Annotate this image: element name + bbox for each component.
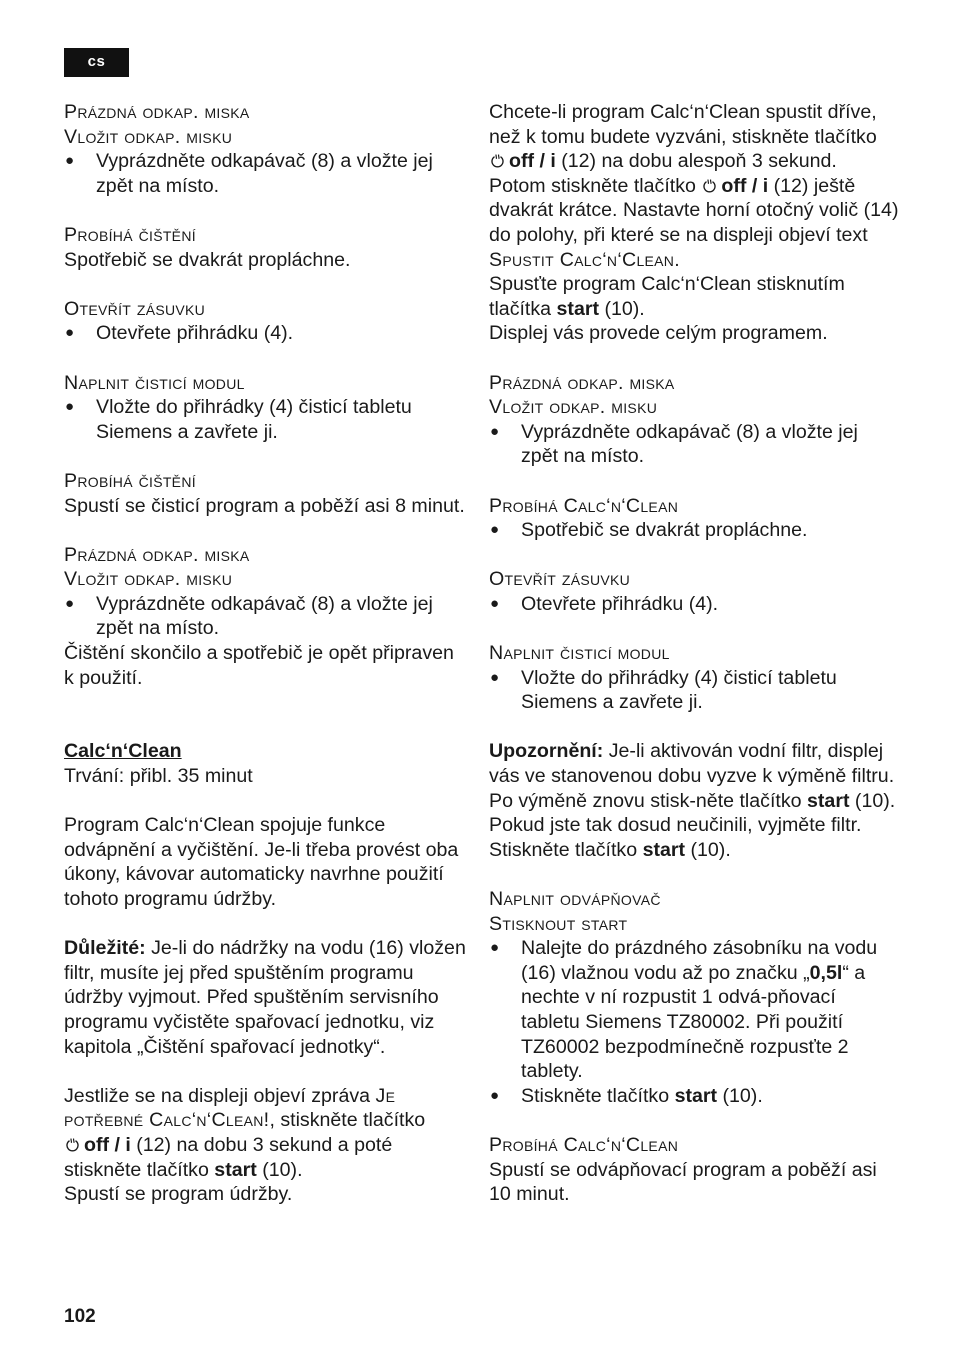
start-button-label: start bbox=[556, 297, 600, 320]
display-message: Otevřít zásuvku bbox=[64, 297, 206, 320]
start-button-label: start bbox=[642, 838, 686, 861]
text-run: (10). bbox=[685, 838, 731, 861]
power-steam-icon bbox=[701, 177, 718, 194]
display-message: Spustit Calc‘n‘Clean bbox=[489, 248, 675, 271]
notice-label: Upozornění: bbox=[489, 740, 604, 763]
display-message: Probíhá čištění bbox=[64, 223, 196, 246]
bullet-item bbox=[489, 1084, 899, 1109]
off-button-label: off / i bbox=[509, 150, 556, 173]
text-run: Jestliže se na displeji objeví zpráva bbox=[64, 1084, 376, 1107]
language-badge: cs bbox=[64, 48, 129, 77]
bullet-item: ● Vložte do přihrádky (4) čisticí tabletu Siemens a zavřete ji. bbox=[64, 395, 469, 444]
text-run: (10). Pokud jste tak dosud neučinili, vyjměte filtr. Stiskněte tlačítko bbox=[489, 789, 896, 861]
paragraph bbox=[489, 174, 899, 272]
text-run: “ a nechte v ní rozpustit 1 odvá-pňovací tabletu Siemens TZ80002. Při použití TZ60002 bezpodmínečně rozpusťte 2 tablety. bbox=[521, 961, 866, 1083]
display-message: Prázdná odkap. miska bbox=[64, 101, 250, 123]
right-column bbox=[489, 100, 899, 1207]
paragraph bbox=[489, 100, 899, 174]
off-button-label: off / i bbox=[84, 1133, 131, 1156]
display-message: Vložit odkap. misku bbox=[64, 568, 233, 591]
paragraph: Displej vás provede celým programem. bbox=[489, 322, 828, 345]
text-run: Nalejte do prázdného zásobníku na vodu (16) vlažnou vodu až po značku „ bbox=[521, 937, 878, 984]
text-run: , stiskněte tlačítko bbox=[269, 1109, 426, 1132]
notice-note bbox=[489, 739, 899, 862]
power-steam-icon bbox=[64, 1136, 81, 1153]
display-message: Naplnit odvápňovač bbox=[489, 888, 661, 910]
text-run: (10). bbox=[256, 1158, 303, 1181]
display-message: Naplnit čisticí modul bbox=[64, 371, 245, 394]
paragraph: Spustí se odvápňovací program a poběží asi 10 minut. bbox=[489, 1158, 877, 1206]
text-run: (10). bbox=[599, 297, 645, 320]
page-number: 102 bbox=[64, 1306, 96, 1327]
text-run: (10). bbox=[717, 1084, 763, 1107]
bullet-item: ● Vložte do přihrádky (4) čisticí tabletu Siemens a zavřete ji. bbox=[489, 666, 899, 715]
paragraph: Čištění skončilo a spotřebič je opět připraven k použití. bbox=[64, 642, 454, 689]
start-button-label: start bbox=[674, 1084, 718, 1107]
start-button-label: start bbox=[214, 1158, 257, 1181]
text-run: Je-li aktivován vodní filtr, displej vás ve stanovenou dobu vyzve k výměně filtru. Po výměně znovu stisk-něte tlačítko bbox=[489, 740, 895, 812]
display-message: Stisknout start bbox=[489, 912, 628, 935]
left-column bbox=[64, 100, 469, 1207]
display-message: Prázdná odkap. miska bbox=[489, 371, 675, 394]
display-message: Probíhá Calc‘n‘Clean bbox=[489, 494, 679, 517]
display-message: Otevřít zásuvku bbox=[489, 568, 631, 591]
paragraph bbox=[64, 1084, 469, 1182]
display-message: Probíhá čištění bbox=[64, 469, 196, 492]
display-message: Je potřebné Calc‘n‘Clean! bbox=[64, 1084, 396, 1132]
text-run: Chcete-li program Calc‘n‘Clean spustit dříve, než k tomu budete vyzváni, stiskněte tlačítko bbox=[489, 101, 877, 148]
important-label: Důležité: bbox=[64, 937, 146, 960]
paragraph: Spustí se program údržby. bbox=[64, 1183, 293, 1206]
power-steam-icon bbox=[489, 152, 506, 169]
text-run: Spusťte program Calc‘n‘Clean stisknutím tlačítka bbox=[489, 273, 845, 320]
text-run: (12) na dobu alespoň 3 sekund. bbox=[555, 150, 837, 173]
paragraph: Spotřebič se dvakrát propláchne. bbox=[64, 248, 351, 271]
display-message: Naplnit čisticí modul bbox=[489, 642, 670, 665]
important-text: Je-li do nádržky na vodu (16) vložen filtr, musíte jej před spuštěním programu údržby vyjmout. Před spuštěním servisního programu vyčistěte spařovací jednotku, viz kapitola „Čištění spařovací jednotky“. bbox=[64, 937, 466, 1058]
display-message: Prázdná odkap. miska bbox=[64, 543, 250, 566]
paragraph: Spustí se čisticí program a poběží asi 8 minut. bbox=[64, 494, 465, 517]
bullet-item: ● Otevřete přihrádku (4). bbox=[64, 321, 469, 346]
display-message: Probíhá Calc‘n‘Clean bbox=[489, 1133, 679, 1156]
text-run: Potom stiskněte tlačítko bbox=[489, 174, 702, 197]
paragraph: Program Calc‘n‘Clean spojuje funkce odvápnění a vyčištění. Je-li třeba provést oba úkony, kávovar automaticky navrhne použití tohoto programu údržby. bbox=[64, 814, 459, 910]
text-run: (12) ještě dvakrát krátce. Nastavte horní otočný volič (14) do polohy, při které se na displeji objeví text bbox=[489, 174, 899, 246]
bullet-item: ● Spotřebič se dvakrát propláchne. bbox=[489, 518, 899, 543]
text-run: . bbox=[674, 248, 680, 271]
display-message: Vložit odkap. misku bbox=[489, 396, 658, 419]
bold-mark: 0,5l bbox=[809, 961, 843, 984]
duration-text: Trvání: přibl. 35 minut bbox=[64, 765, 253, 788]
bullet-item: ● Vyprázdněte odkapávač (8) a vložte jej zpět na místo. bbox=[489, 420, 899, 469]
bullet-item: ● Otevřete přihrádku (4). bbox=[489, 592, 899, 617]
important-note bbox=[64, 936, 469, 1059]
display-message: Vložit odkap. misku bbox=[64, 125, 233, 148]
bullet-item: ● Vyprázdněte odkapávač (8) a vložte jej zpět na místo. bbox=[64, 592, 469, 641]
off-button-label: off / i bbox=[721, 174, 769, 197]
start-button-label: start bbox=[807, 789, 850, 812]
section-heading: Calc‘n‘Clean bbox=[64, 740, 182, 763]
text-run: Stiskněte tlačítko bbox=[521, 1084, 675, 1107]
paragraph bbox=[489, 272, 899, 321]
bullet-item: ● Vyprázdněte odkapávač (8) a vložte jej zpět na místo. bbox=[64, 149, 469, 198]
text-run: (12) na dobu 3 sekund a poté stiskněte tlačítko bbox=[64, 1133, 393, 1181]
bullet-item bbox=[489, 936, 899, 1084]
